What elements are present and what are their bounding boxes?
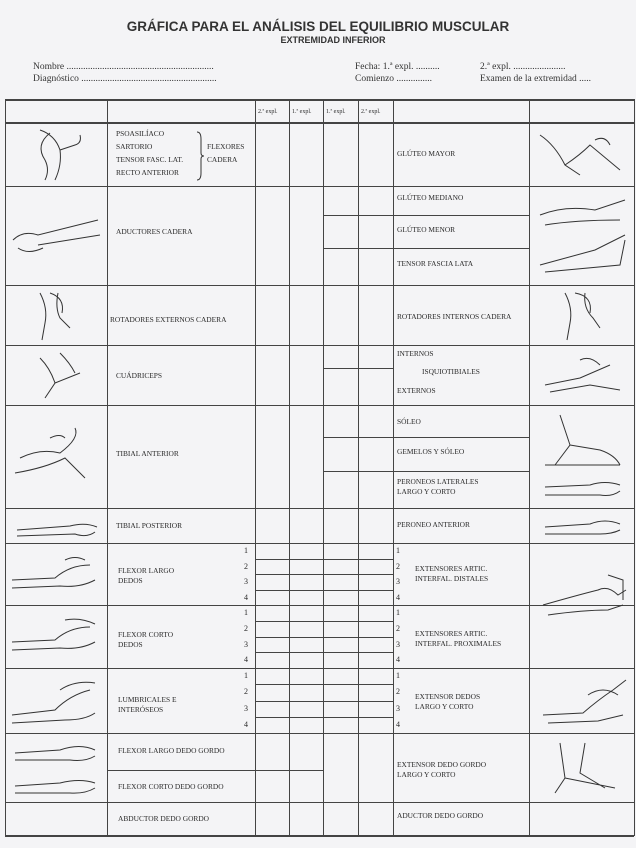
col-header-1a-right: 1.ª expl. [326, 109, 346, 115]
flexor-hallucis-illustration [10, 738, 100, 798]
label-line: DEDOS [118, 576, 143, 585]
row-divider [5, 543, 634, 544]
digit-left: 4 [244, 592, 248, 602]
fecha-primera-field[interactable]: Fecha: 1.ª expl. .......... [355, 62, 440, 72]
peroneus-illustration [540, 475, 625, 505]
label-peroneos-laterales [397, 477, 479, 497]
digit-right: 1 [396, 671, 400, 680]
digit-right: 4 [396, 592, 400, 602]
internal-rotation-illustration [555, 288, 610, 343]
hip-adduction-illustration [8, 210, 103, 260]
label-aductor-dedo-gordo: ADUCTOR DEDO GORDO [397, 811, 484, 820]
label-lumbricales [118, 695, 177, 715]
column-divider [358, 99, 359, 836]
tibialis-anterior-illustration [10, 418, 90, 488]
label-gluteo-mayor: GLÚTEO MAYOR [397, 149, 456, 158]
label-soleo: SÓLEO [397, 417, 421, 426]
digit-right: 3 [396, 703, 400, 713]
page-subtitle: EXTREMIDAD INFERIOR [280, 35, 386, 45]
row-divider [323, 248, 529, 249]
label-line: EXTENSOR DEDO GORDO [397, 760, 487, 769]
brace-icon [196, 131, 204, 181]
label-flexor-corto-dedo-gordo: FLEXOR CORTO DEDO GORDO [118, 782, 224, 791]
column-divider [255, 99, 256, 836]
page-title: GRÁFICA PARA EL ANÁLISIS DEL EQUILIBRIO MUSCULAR [126, 19, 510, 34]
flexor-digitorum-longus-illustration [10, 550, 100, 595]
digit-left: 3 [244, 703, 248, 713]
row-divider [255, 717, 393, 718]
label-line: FLEXOR LARGO [118, 566, 175, 575]
peroneus-tertius-illustration [540, 512, 625, 542]
row-divider [5, 733, 634, 734]
label-rotadores-internos: ROTADORES INTERNOS CADERA [397, 312, 512, 321]
flexor-digitorum-brevis-illustration [10, 612, 100, 657]
label-line: EXTENSORES ARTIC. [415, 564, 488, 573]
column-divider [107, 99, 108, 836]
label-gemelos-soleo: GEMELOS Y SÓLEO [397, 447, 465, 456]
column-divider [529, 99, 530, 836]
tibialis-posterior-illustration [15, 512, 100, 542]
digit-right: 1 [396, 608, 400, 617]
label-cuadriceps: CUÁDRICEPS [116, 371, 162, 380]
label-sartorio: SARTORIO [116, 142, 153, 151]
row-divider [5, 508, 634, 509]
col-header-2a-right: 2.ª expl. [361, 109, 381, 115]
label-gluteo-mediano: GLÚTEO MEDIANO [397, 193, 464, 202]
comienzo-field[interactable]: Comienzo ............... [355, 74, 433, 84]
row-divider [323, 437, 529, 438]
row-divider [255, 684, 393, 685]
label-line: EXTENSOR DEDOS [415, 692, 481, 701]
digit-left: 1 [244, 546, 248, 555]
label-internos: INTERNOS [397, 349, 434, 358]
row-divider [323, 471, 529, 472]
digit-right: 2 [396, 687, 400, 697]
digit-left: 4 [244, 719, 248, 729]
label-tensor-fascia-lata: TENSOR FASCIA LATA [397, 259, 474, 268]
col-header-1a-left: 1.ª expl. [292, 109, 312, 115]
lumbricals-illustration [10, 675, 100, 730]
label-line: INTERFAL. PROXIMALES [415, 639, 502, 648]
column-divider [323, 99, 324, 836]
label-flexores: FLEXORES [207, 142, 245, 151]
digit-right: 2 [396, 561, 400, 571]
label-psoasiliaco: PSOASILÍACO [116, 129, 165, 138]
label-tibial-posterior: TIBIAL POSTERIOR [116, 521, 183, 530]
label-flexor-largo-dedos [118, 566, 174, 586]
label-flexor-corto-dedos [118, 630, 173, 650]
gluteus-maximus-illustration [535, 125, 630, 183]
row-divider [255, 701, 393, 702]
label-line: INTERÓSEOS [118, 705, 164, 714]
label-abductor-dedo-gordo: ABDUCTOR DEDO GORDO [118, 814, 210, 823]
label-line: LARGO Y CORTO [397, 770, 456, 779]
nombre-field[interactable]: Nombre .............................................................. [33, 62, 214, 72]
label-isquiotibiales: ISQUIOTIBIALES [422, 367, 480, 376]
gluteus-medius-illustration [535, 190, 630, 280]
row-divider [5, 345, 634, 346]
row-divider [5, 405, 634, 406]
label-recto-anterior: RECTO ANTERIOR [116, 168, 179, 177]
label-rotadores-externos: ROTADORES EXTERNOS CADERA [110, 315, 227, 324]
label-cadera: CADERA [207, 155, 238, 164]
label-extensor-dedo-gordo [397, 760, 486, 780]
row-divider [5, 668, 634, 669]
label-aductores-cadera: ADUCTORES CADERA [116, 227, 193, 236]
soleus-illustration [540, 410, 625, 470]
label-extensores-proximales [415, 629, 501, 649]
external-rotation-illustration [30, 288, 80, 343]
row-divider [5, 99, 634, 101]
row-divider [5, 285, 634, 286]
hip-flexion-illustration [20, 125, 90, 185]
digit-left: 2 [244, 687, 248, 697]
label-line: LUMBRICALES E [118, 695, 177, 704]
column-divider [5, 99, 6, 836]
row-divider [255, 637, 393, 638]
row-divider [5, 802, 634, 803]
digit-right: 4 [396, 719, 400, 729]
label-gluteo-menor: GLÚTEO MENOR [397, 225, 456, 234]
row-divider [107, 770, 323, 771]
row-divider [323, 368, 393, 369]
column-divider [289, 99, 290, 836]
label-extensor-dedos [415, 692, 480, 712]
extensor-hallucis-illustration [545, 738, 625, 798]
column-divider [634, 99, 635, 836]
digit-left: 3 [244, 577, 248, 586]
label-line: EXTENSORES ARTIC. [415, 629, 488, 638]
column-divider [393, 99, 394, 836]
toe-extensors-illustration [538, 565, 630, 635]
col-header-2a-left: 2.ª expl. [258, 109, 278, 115]
label-tibial-anterior: TIBIAL ANTERIOR [116, 449, 179, 458]
digit-left: 2 [244, 561, 248, 571]
row-divider [255, 621, 393, 622]
hamstrings-illustration [540, 350, 625, 400]
examen-field[interactable]: Examen de la extremidad ..... [480, 74, 592, 84]
row-divider [255, 574, 393, 575]
label-line: FLEXOR CORTO [118, 630, 174, 639]
row-divider [5, 835, 634, 837]
label-line: LARGO Y CORTO [415, 702, 474, 711]
digit-left: 4 [244, 655, 248, 665]
digit-right: 3 [396, 639, 400, 649]
digit-left: 3 [244, 639, 248, 649]
row-divider [5, 186, 634, 187]
row-divider [255, 652, 393, 653]
digit-right: 2 [396, 623, 400, 633]
label-flexor-largo-dedo-gordo: FLEXOR LARGO DEDO GORDO [118, 746, 225, 755]
digit-right: 1 [396, 546, 400, 555]
label-line: DEDOS [118, 640, 143, 649]
label-externos: EXTERNOS [397, 386, 436, 395]
row-divider [255, 590, 393, 591]
label-tensor-fasc-lat: TENSOR FASC. LAT. [116, 155, 184, 164]
row-divider [255, 559, 393, 560]
row-divider [5, 122, 634, 124]
diagnostico-field[interactable]: Diagnóstico ......................................................... [33, 74, 217, 84]
digit-right: 4 [396, 655, 400, 665]
digit-right: 3 [396, 577, 400, 586]
quadriceps-illustration [30, 348, 90, 403]
digit-left: 1 [244, 608, 248, 617]
label-peroneo-anterior: PERONEO ANTERIOR [397, 520, 470, 529]
row-divider [323, 215, 529, 216]
label-line: PERONEOS LATERALES [397, 477, 479, 486]
label-line: INTERFAL. DISTALES [415, 574, 489, 583]
digit-left: 1 [244, 671, 248, 680]
fecha-segunda-field[interactable]: 2.ª expl. ...................... [480, 62, 566, 72]
digit-left: 2 [244, 623, 248, 633]
extensor-digitorum-illustration [538, 675, 630, 730]
label-line: LARGO Y CORTO [397, 487, 456, 496]
label-extensores-distales [415, 564, 488, 584]
